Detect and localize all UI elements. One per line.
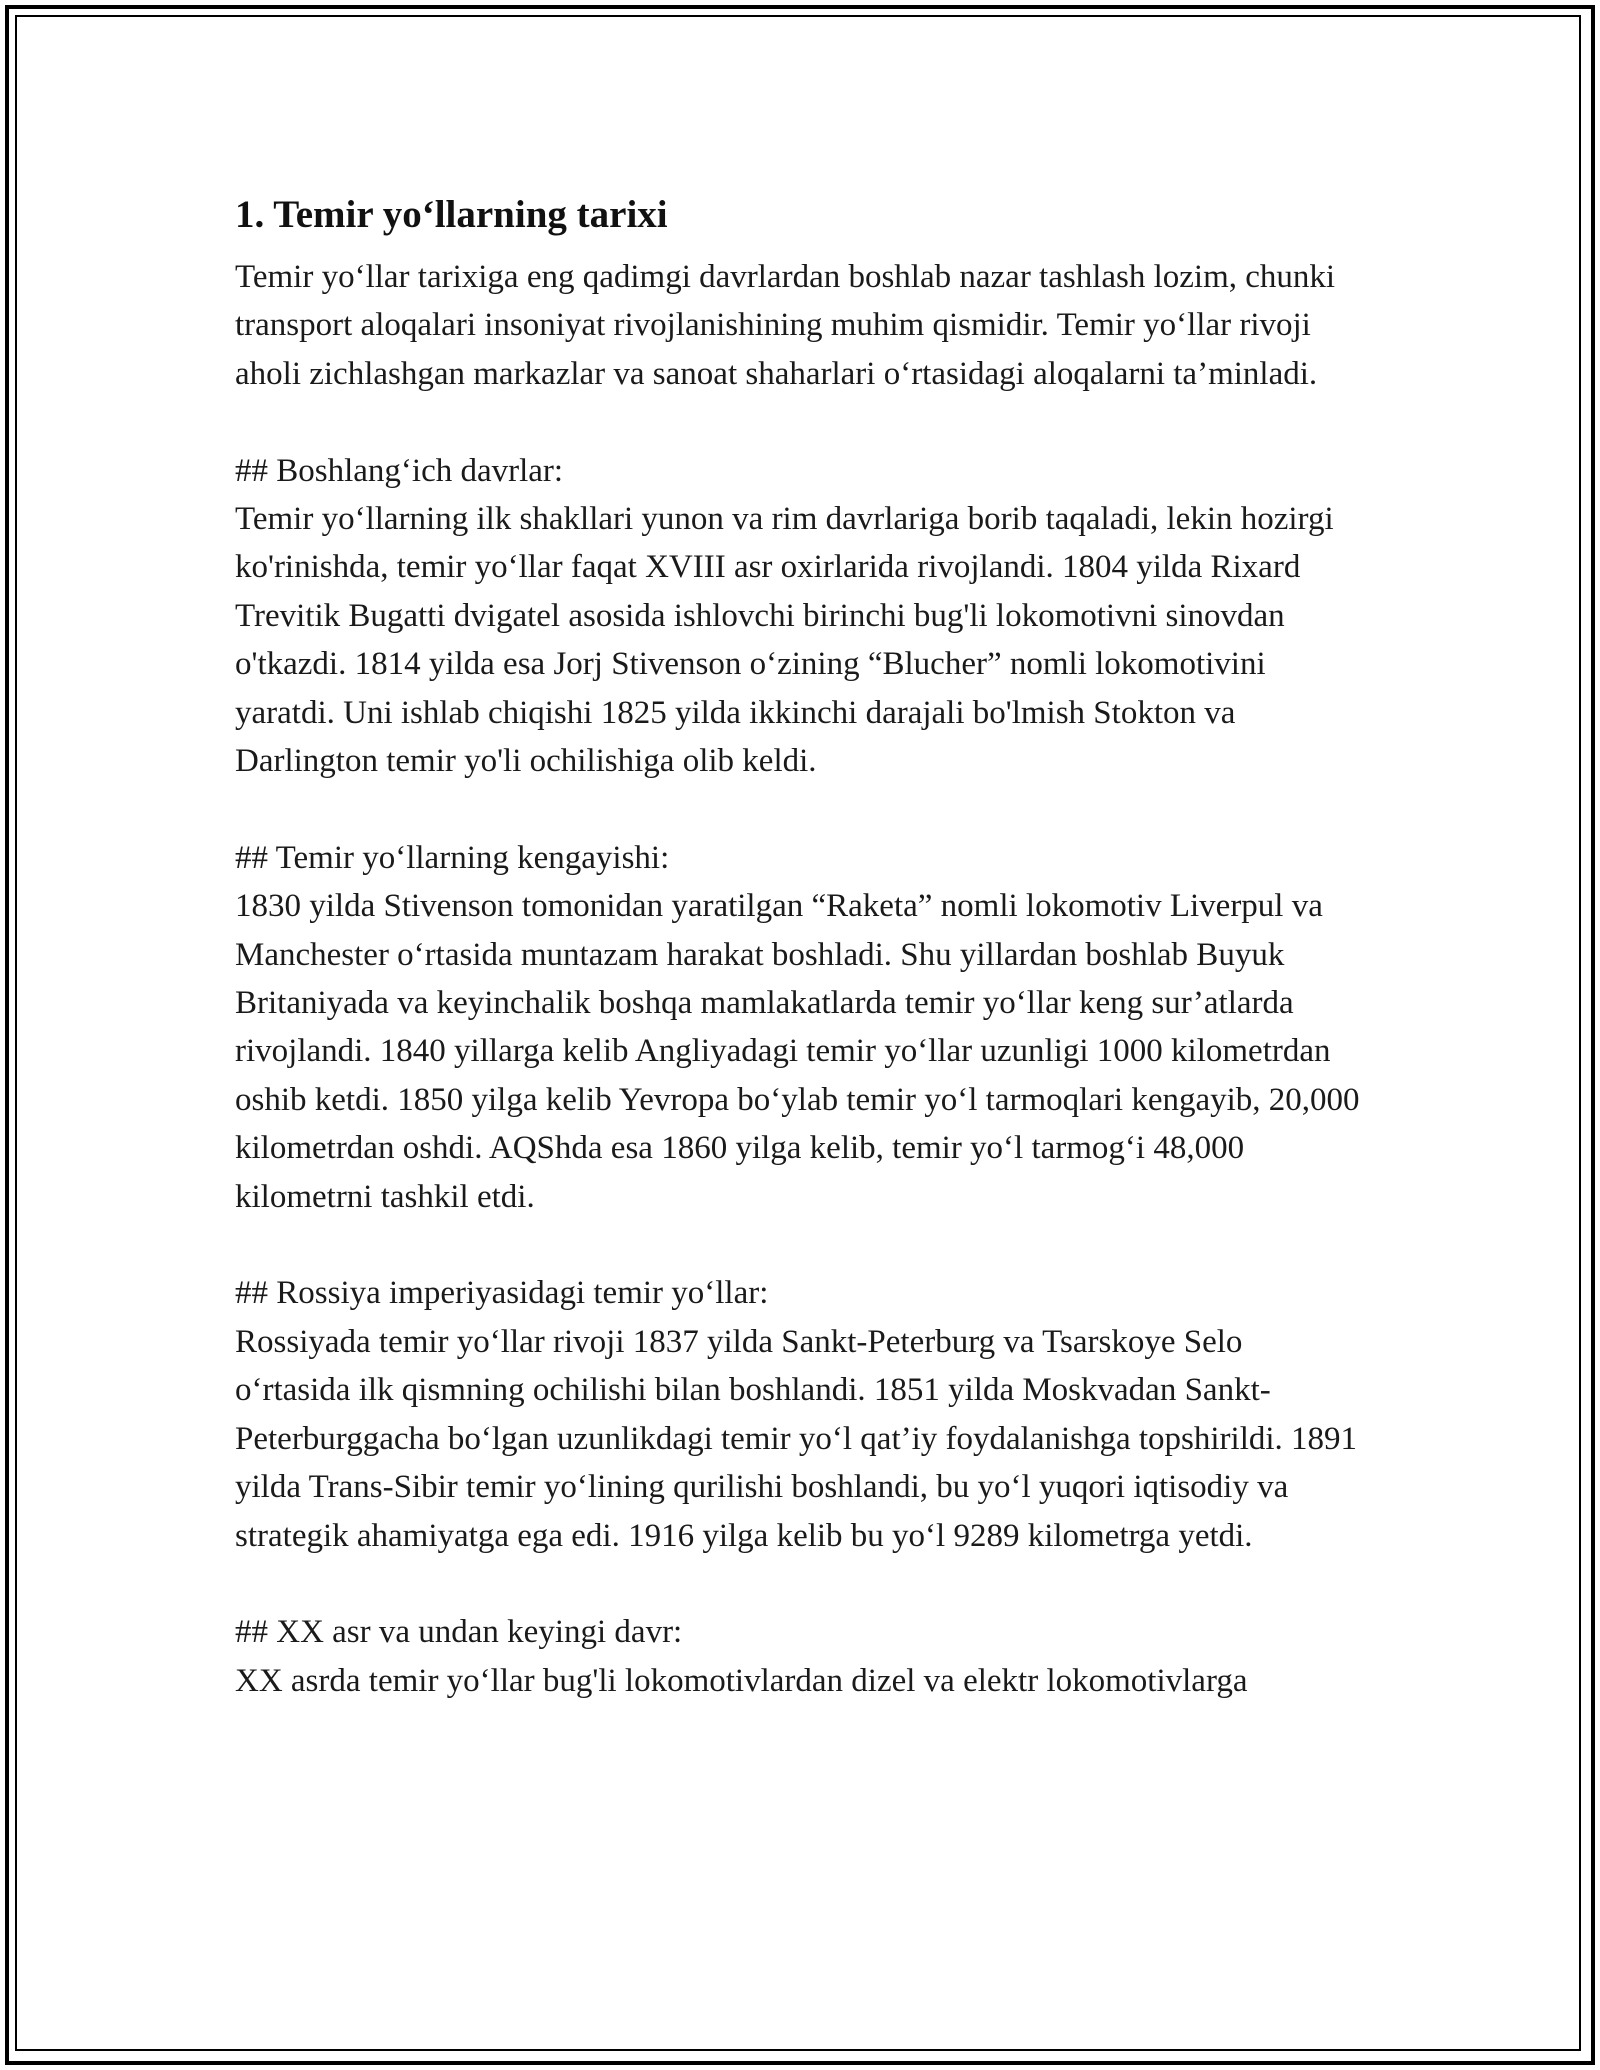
section-expansion [235, 834, 1365, 1221]
intro-paragraph: Temir yo‘llar tarixiga eng qadimgi davrlardan boshlab nazar tashlash lozim, chunki transport aloqalari insoniyat rivojlanishining muhim qismidir. Temir yo‘llar rivoji aholi zichlashgan markazlar va sanoat shaharlari o‘rtasidagi aloqalarni ta’minladi. [235, 259, 1336, 392]
section-early-periods [235, 447, 1365, 786]
section-heading: ## Temir yo‘llarning kengayishi: [235, 839, 670, 876]
section-text: Rossiyada temir yo‘llar rivoji 1837 yilda Sankt-Peterburg va Tsarskoye Selo o‘rtasida ilk qismning ochilishi bilan boshlandi. 1851 yilda Moskvadan Sankt-Peterburggacha bo‘lgan uzunlikdagi temir yo‘l qat’iy foydalanishga topshirildi. 1891 yilda Trans-Sibir temir yo‘lining qurilishi boshlandi, bu yo‘l yuqori iqtisodiy va strategik ahamiyatga ega edi. 1916 yilga kelib bu yo‘l 9289 kilometrga yetdi. [235, 1323, 1358, 1554]
section-text: XX asrda temir yo‘llar bug'li lokomotivlardan dizel va elektr lokomotivlarga [235, 1662, 1248, 1699]
section-20th-century [235, 1608, 1365, 1705]
section-text: Temir yo‘llarning ilk shakllari yunon va rim davrlariga borib taqaladi, lekin hozirgi ko'rinishda, temir yo‘llar faqat XVIII asr oxirlarida rivojlandi. 1804 yilda Rixard Trevitik Bugatti dvigatel asosida ishlovchi birinchi bug'li lokomotivni sinovdan o'tkazdi. 1814 yilda esa Jorj Stivenson o‘zining “Blucher” nomli lokomotivini yaratdi. Uni ishlab chiqishi 1825 yilda ikkinchi darajali bo'lmish Stokton va Darlington temir yo'li ochilishiga olib keldi. [235, 501, 1334, 780]
section-text: 1830 yilda Stivenson tomonidan yaratilgan “Raketa” nomli lokomotiv Liverpul va Manchester o‘rtasida muntazam harakat boshladi. Shu yillardan boshlab Buyuk Britaniyada va keyinchalik boshqa mamlakatlarda temir yo‘llar keng sur’atlarda rivojlandi. 1840 yillarga kelib Angliyadagi temir yo‘llar uzunligi 1000 kilometrdan oshib ketdi. 1850 yilga kelib Yevropa bo‘ylab temir yo‘l tarmoqlari kengayib, 20,000 kilometrdan oshdi. AQShda esa 1860 yilga kelib, temir yo‘l tarmog‘i 48,000 kilometrni tashkil etdi. [235, 888, 1360, 1215]
document-title: 1. Temir yo‘llarning tarixi [235, 193, 668, 236]
document-body [235, 184, 1365, 1705]
section-heading: ## Boshlang‘ich davrlar: [235, 452, 564, 489]
paragraph-gap [235, 398, 1365, 446]
section-heading: ## XX asr va undan keyingi davr: [235, 1614, 683, 1651]
paragraph-gap [235, 1560, 1365, 1608]
paragraph-gap [235, 1221, 1365, 1269]
paragraph-gap [235, 785, 1365, 833]
section-heading: ## Rossiya imperiyasidagi temir yo‘llar: [235, 1275, 769, 1312]
section-russian-empire [235, 1269, 1365, 1559]
